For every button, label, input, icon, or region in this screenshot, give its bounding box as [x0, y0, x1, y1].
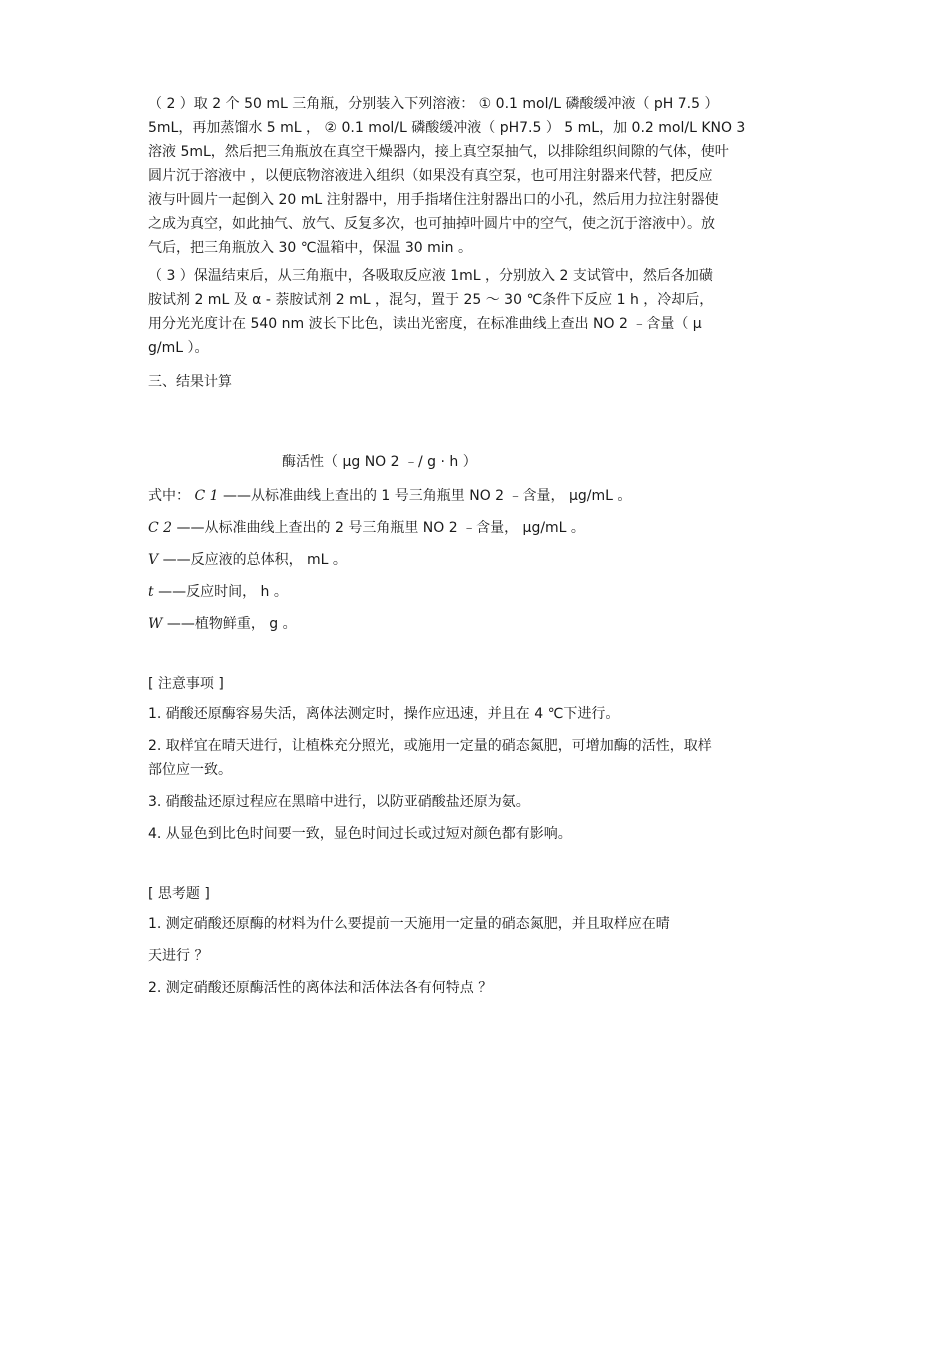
symbol-c1: C 1 — [194, 488, 219, 504]
definition-c1 — [148, 484, 812, 508]
question-item: 2. 测定硝酸还原酶活性的离体法和活体法各有何特点 ？ — [148, 980, 493, 996]
notes-list — [148, 702, 812, 846]
procedure-step-3: （ 3 ）保温结束后，从三角瓶中，各吸取反应液 1mL ，分别放入 2 支试管中，然后各加磺 胺试剂 2 mL 及 α - 萘胺试剂 2 mL ，混匀，置于 25 ～ 30 ℃条件下反应 1 h ，冷却后， 用分光光度计在 540 nm 波长下比色，读出光密度，在标准曲线上查出 NO 2 ﹣含量（ μ g/mL ）。 — [148, 268, 714, 356]
note-item: 1. 硝酸还原酶容易失活，离体法测定时，操作应迅速，并且在 4 ℃下进行。 — [148, 706, 620, 722]
definition-c1-text: ——从标准曲线上查出的 1 号三角瓶里 NO 2 ﹣含量， μg/mL 。 — [218, 488, 632, 504]
where-prefix: 式中： — [148, 488, 190, 504]
definition-v-text: ——反应液的总体积， mL 。 — [158, 552, 347, 568]
questions-heading: [ 思考题 ] — [148, 886, 210, 902]
definition-w — [148, 612, 812, 636]
symbol-v: V — [148, 552, 159, 568]
activity-formula: 酶活性（ μg NO 2 ﹣/ g · h ） — [282, 454, 477, 470]
symbol-w: W — [148, 616, 163, 632]
results-heading: 三、结果计算 — [148, 374, 232, 390]
definition-t — [148, 580, 812, 604]
note-item: 2. 取样宜在晴天进行，让植株充分照光，或施用一定量的硝态氮肥，可增加酶的活性，取样 部位应一致。 — [148, 738, 712, 778]
definition-w-text: ——植物鲜重， g 。 — [162, 616, 297, 632]
questions-list — [148, 912, 812, 1000]
definition-c2 — [148, 516, 812, 540]
document-body — [148, 92, 812, 1008]
procedure-step-2: （ 2 ）取 2 个 50 mL 三角瓶，分别装入下列溶液： ① 0.1 mol/L 磷酸缓冲液（ pH 7.5 ） 5mL，再加蒸馏水 5 mL ， ② 0.1 mol/L 磷酸缓冲液（ pH7.5 ） 5 mL，加 0.2 mol/L KNO 3 溶液 5mL，然后把三角瓶放在真空干燥器内，接上真空泵抽气，以排除组织间隙的气体，使叶 圆片沉于溶液中 ，以便底物溶液进入组织（如果没有真空泵，也可用注射器来代替，把反应 液与叶圆片一起倒入 20 mL 注射器中，用手指堵住注射器出口的小孔，然后用力拉注射器使 之成为真空，如此抽气、放气、反复多次，也可抽掉叶圆片中的空气，使之沉于溶液中）。放 气后，把三角瓶放入 30 ℃温箱中，保温 30 min 。 — [148, 96, 746, 256]
symbol-c2: C 2 — [148, 520, 173, 536]
symbol-t: t — [148, 584, 154, 600]
note-item: 4. 从显色到比色时间要一致，显色时间过长或过短对颜色都有影响。 — [148, 826, 572, 842]
notes-heading: [ 注意事项 ] — [148, 676, 224, 692]
question-item: 天进行 ？ — [148, 948, 209, 964]
definition-t-text: ——反应时间， h 。 — [153, 584, 288, 600]
note-item: 3. 硝酸盐还原过程应在黑暗中进行，以防亚硝酸盐还原为氨。 — [148, 794, 530, 810]
definition-c2-text: ——从标准曲线上查出的 2 号三角瓶里 NO 2 ﹣含量， μg/mL 。 — [172, 520, 585, 536]
variable-definitions — [148, 484, 812, 636]
definition-v — [148, 548, 812, 572]
question-item: 1. 测定硝酸还原酶的材料为什么要提前一天施用一定量的硝态氮肥，并且取样应在晴 — [148, 916, 670, 932]
